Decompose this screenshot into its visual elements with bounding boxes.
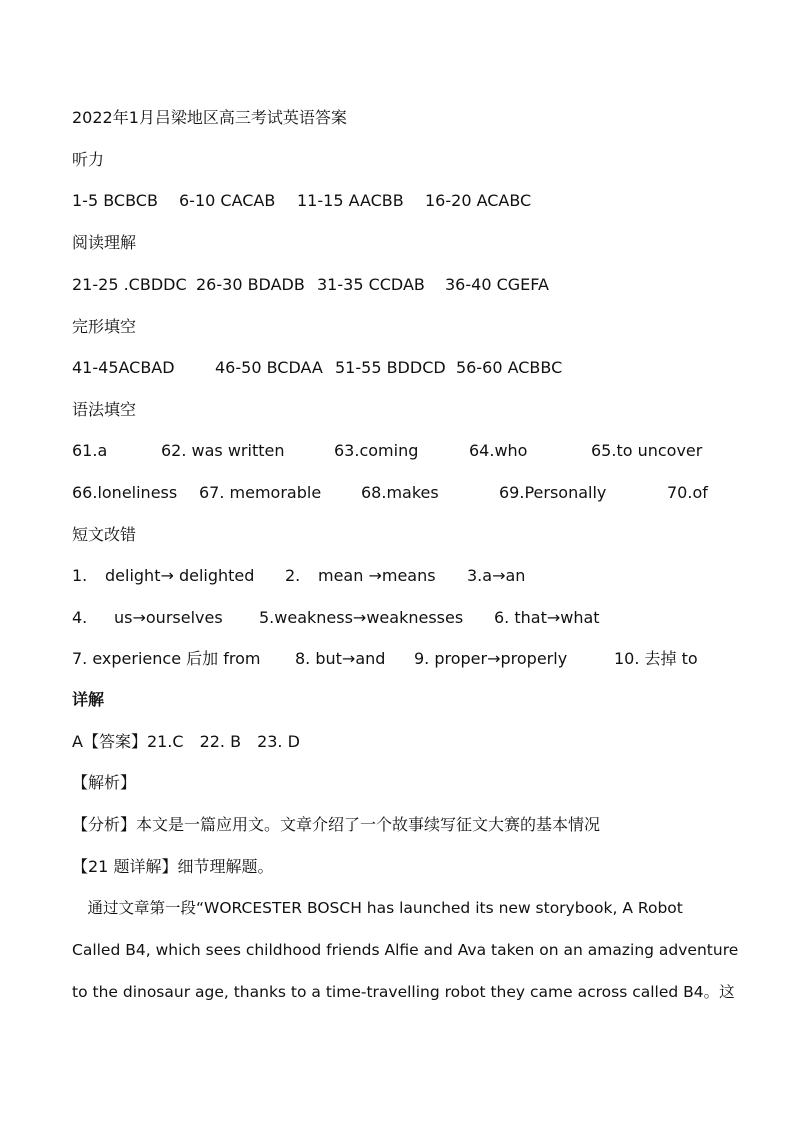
detail-summary: 【分析】本文是一篇应用文。文章介绍了一个故事续写征文大赛的基本情况 [72,815,601,834]
answer-group: 1-5 BCBCB [72,191,158,210]
correction-number: 2. [285,566,301,585]
detail-q21: 【21 题详解】细节理解题。 [72,857,274,876]
answer-item: 62. was written [161,441,285,460]
answer-group: 6-10 CACAB [179,191,276,210]
correction-row-3 [72,649,732,669]
correction-item: 10. 去掉 to [614,649,698,668]
correction-item: 7. experience 后加 from [72,649,261,668]
correction-row-1 [72,566,732,586]
answer-item: 67. memorable [199,483,322,502]
detail-paragraph-line-1: 通过文章第一段“WORCESTER BOSCH has launched its new storybook, A Robot [72,899,683,917]
correction-item: mean →means [318,566,436,585]
answer-group: 16-20 ACABC [425,191,532,210]
answer-item: 61.a [72,441,108,460]
answer-group: 51-55 BDDCD [335,358,446,377]
answer-item: 70.of [667,483,708,502]
answer-group: 21-25 .CBDDC [72,275,187,294]
answer-item: 64.who [469,441,528,460]
detail-analysis-label: 【解析】 [72,773,137,792]
correction-item: delight→ delighted [105,566,255,585]
answer-item: 69.Personally [499,483,607,502]
correction-row-2 [72,608,732,628]
answer-group: 46-50 BCDAA [215,358,323,377]
correction-item: 6. that→what [494,608,600,627]
answer-item: 63.coming [334,441,419,460]
detail-paragraph-line-3: to the dinosaur age, thanks to a time-travelling robot they came across called B4。这 [72,983,735,1001]
detail-answer-line: A【答案】21.C 22. B 23. D [72,732,300,751]
reading-answers-row [72,275,732,295]
answer-item: 66.loneliness [72,483,178,502]
correction-number: 4. [72,608,88,627]
answer-group: 11-15 AACBB [297,191,404,210]
cloze-heading: 完形填空 [72,317,137,336]
listening-answers-row [72,191,732,211]
reading-heading: 阅读理解 [72,233,137,252]
grammar-answers-row-1 [72,441,732,461]
correction-heading: 短文改错 [72,525,137,544]
answer-group: 36-40 CGEFA [445,275,549,294]
document-title: 2022年1月吕梁地区高三考试英语答案 [72,108,347,127]
correction-number: 1. [72,566,88,585]
correction-item: 9. proper→properly [414,649,568,668]
answer-item: 68.makes [361,483,439,502]
answer-group: 41-45ACBAD [72,358,175,377]
answer-group: 56-60 ACBBC [456,358,563,377]
grammar-answers-row-2 [72,483,732,503]
answer-group: 31-35 CCDAB [317,275,425,294]
correction-item: us→ourselves [114,608,223,627]
correction-item: 8. but→and [295,649,386,668]
answer-item: 65.to uncover [591,441,703,460]
detail-heading: 详解 [72,690,105,709]
correction-item: 3.a→an [467,566,526,585]
grammar-heading: 语法填空 [72,400,137,419]
detail-paragraph-line-2: Called B4, which sees childhood friends Alfie and Ava taken on an amazing adventure [72,941,739,959]
cloze-answers-row [72,358,732,378]
listening-heading: 听力 [72,150,105,169]
correction-item: 5.weakness→weaknesses [259,608,464,627]
answer-group: 26-30 BDADB [196,275,305,294]
